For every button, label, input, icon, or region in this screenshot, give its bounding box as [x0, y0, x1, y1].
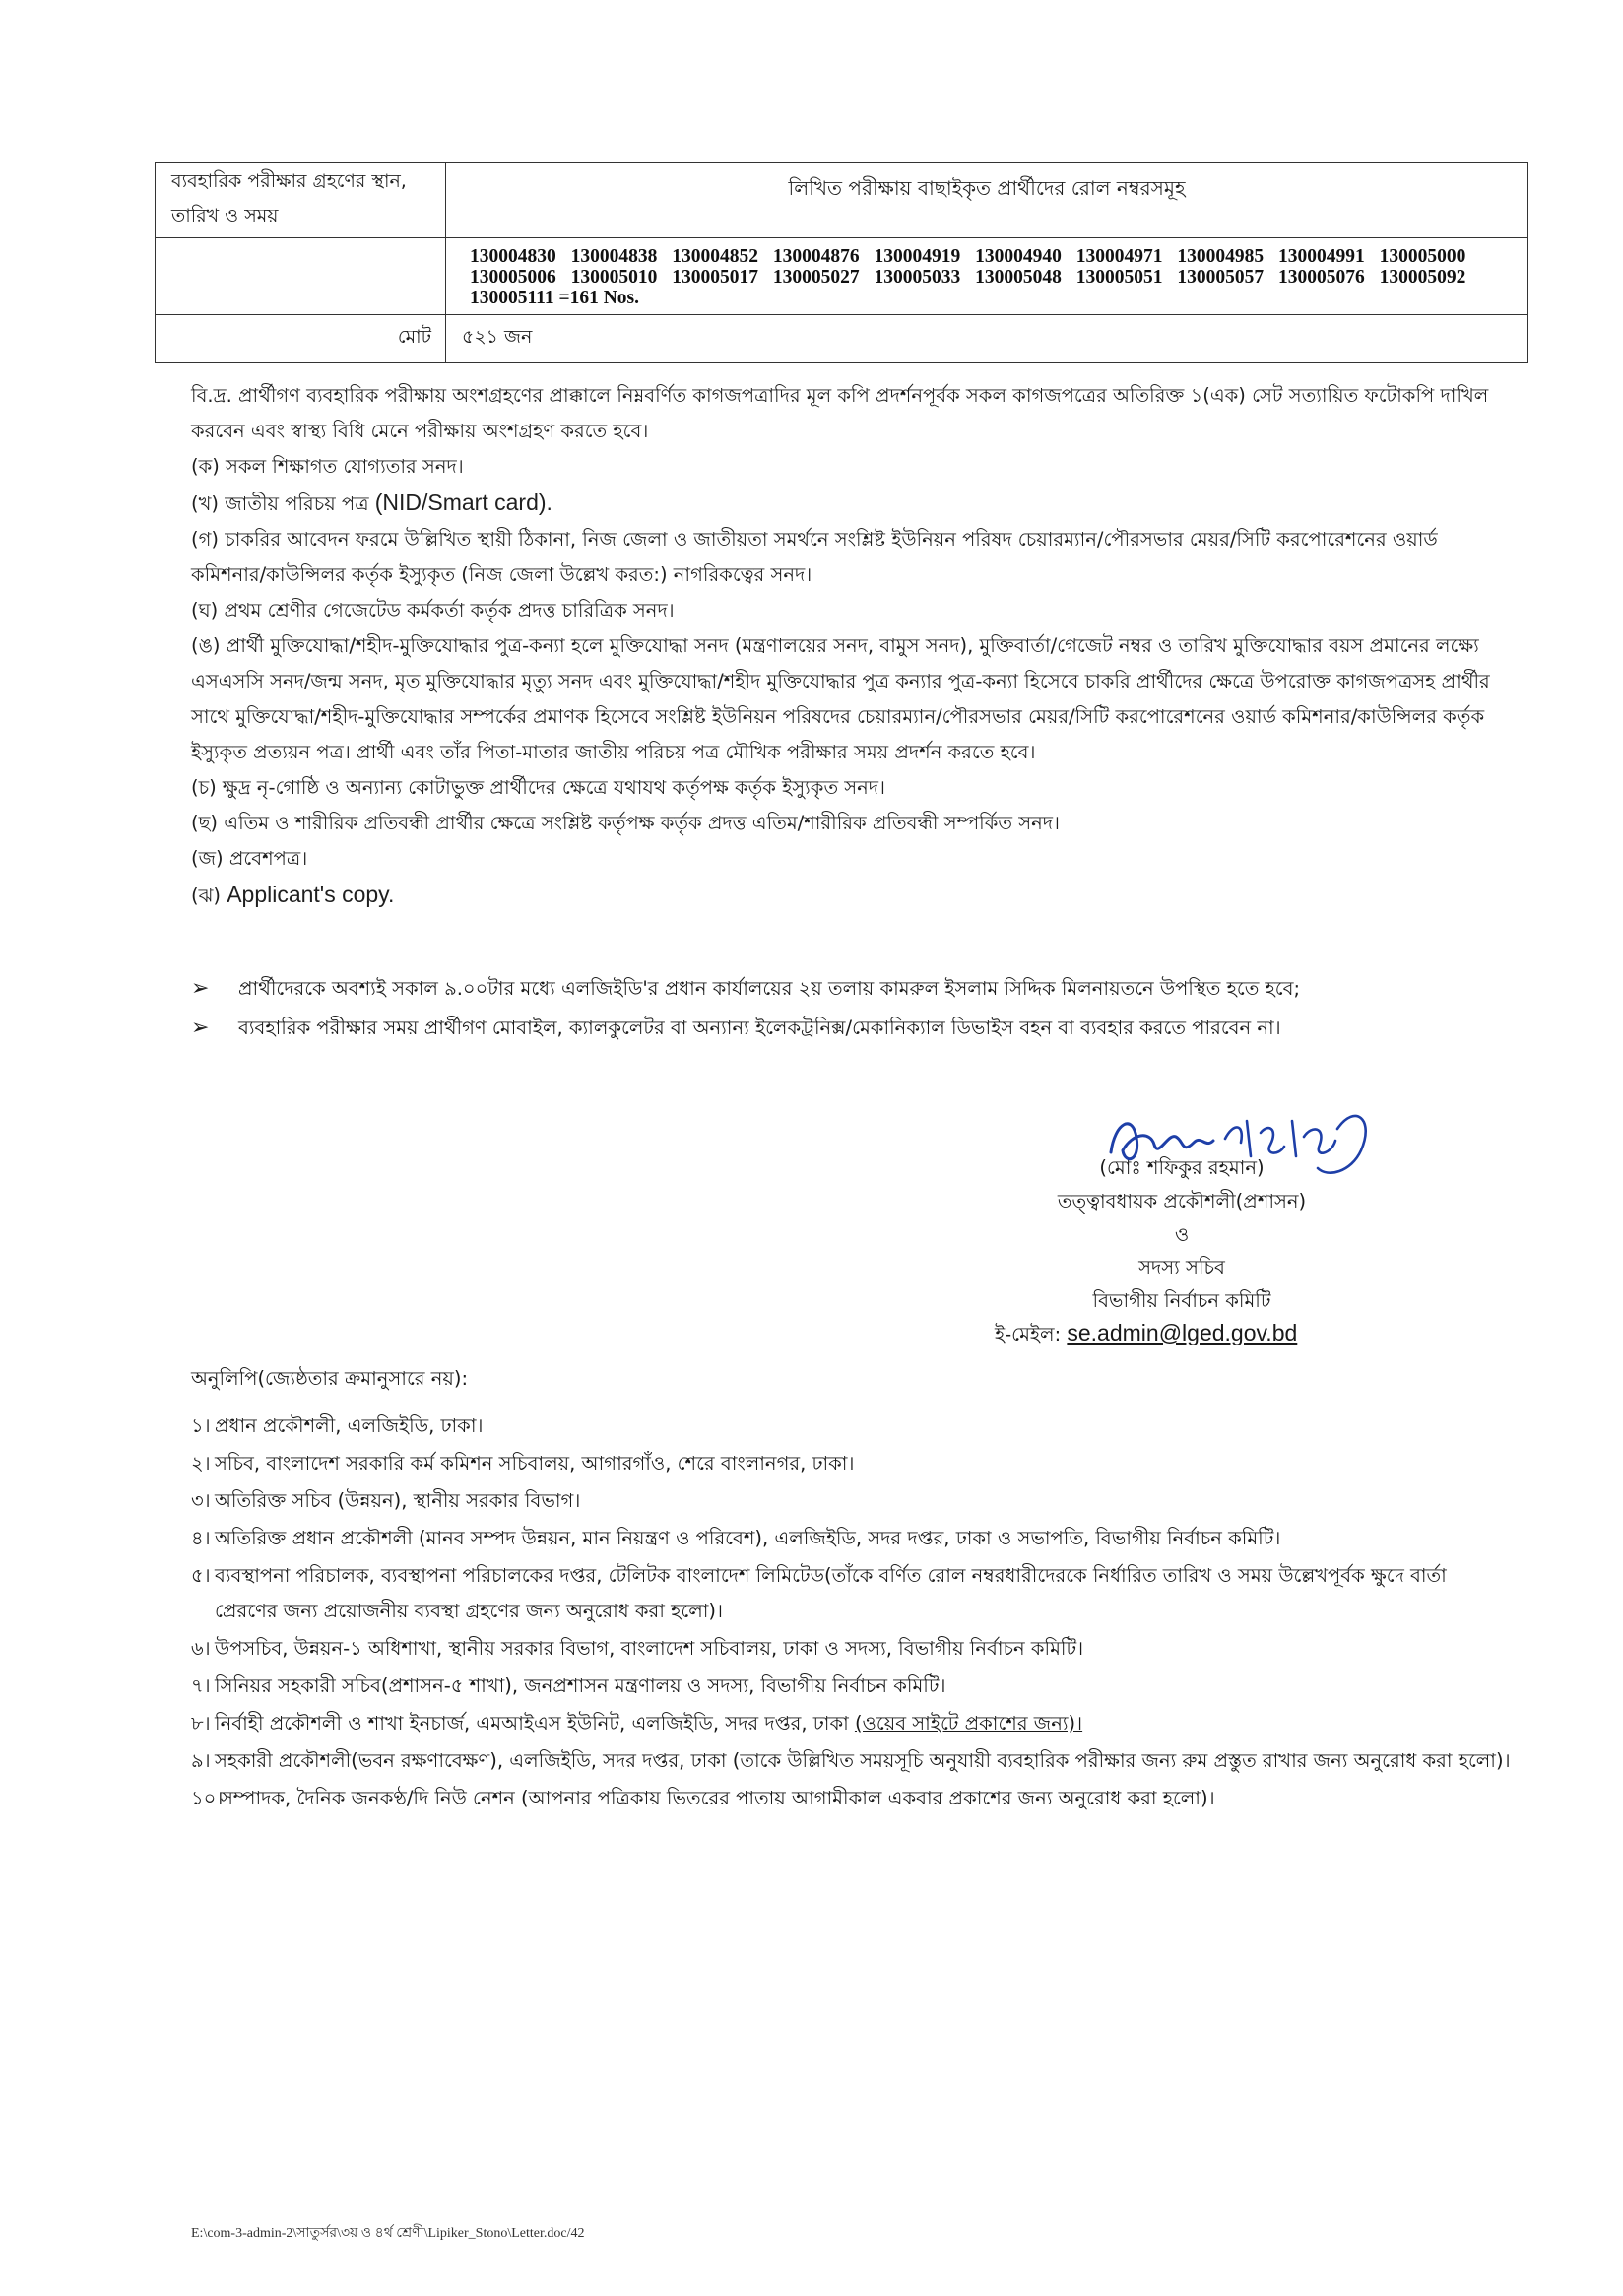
roll-number: 130004876 — [772, 246, 860, 267]
copy-item — [191, 1558, 1511, 1629]
roll-number: 130004985 — [1177, 246, 1265, 267]
note-item-kh-latin: (NID/Smart card). — [374, 490, 552, 515]
copy-item-number: ৪। — [191, 1527, 211, 1549]
copy-item-number: ৯। — [191, 1749, 211, 1772]
copy-item — [191, 1631, 1511, 1667]
bullet-item — [191, 1009, 1530, 1048]
venue-cell-empty — [156, 238, 446, 315]
copy-item — [191, 1409, 1511, 1444]
note-item-j: (জ) প্রবেশপত্র। — [191, 847, 308, 870]
roll-list — [470, 246, 1475, 288]
roll-numbers-cell — [446, 238, 1528, 315]
email-line — [995, 1320, 1297, 1352]
email-link[interactable]: se.admin@lged.gov.bd — [1067, 1320, 1298, 1345]
copies-heading: অনুলিপি(জ্যেষ্ঠতার ক্রমানুসারে নয়): — [191, 1367, 469, 1390]
copy-item-text: উপসচিব, উন্নয়ন-১ অধিশাখা, স্থানীয় সরকার বিভাগ, বাংলাদেশ সচিবালয়, ঢাকা ও সদস্য, বিভাগীয় নির্বাচন কমিটি। — [215, 1637, 1084, 1660]
header-roll-numbers: লিখিত পরীক্ষায় বাছাইকৃত প্রার্থীদের রোল নম্বরসমূহ — [446, 163, 1528, 238]
roll-number: 130004838 — [570, 246, 658, 267]
note-item-jh — [191, 877, 1511, 914]
roll-number: 130004940 — [975, 246, 1062, 267]
arrow-bullet-icon: ➢ — [191, 1016, 210, 1040]
note-item-ng: (ঙ) প্রার্থী মুক্তিযোদ্ধা/শহীদ-মুক্তিযোদ্ধার পুত্র-কন্যা হলে মুক্তিযোদ্ধা সনদ (মন্ত্রণালয়ের সনদ, বামুস সনদ), মুক্তিবার্তা/গেজেট নম্বর ও তারিখ মুক্তিযোদ্ধার বয়স প্রমানের লক্ষ্যে এসএসসি সনদ/জন্ম সনদ, মৃত মুক্তিযোদ্ধার মৃত্যু সনদ এবং মুক্তিযোদ্ধা/শহীদ মুক্তিযোদ্ধার পুত্র কন্যার পুত্র-কন্যা হিসেবে চাকরি প্রার্থীদের ক্ষেত্রে উপরোক্ত কাগজপত্রসহ প্রার্থীর সাথে মুক্তিযোদ্ধা/শহীদ-মুক্তিযোদ্ধার সম্পর্কের প্রমাণক হিসেবে সংশ্লিষ্ট ইউনিয়ন পরিষদের চেয়ারম্যান/পৌরসভার মেয়র/সিটি করপোরেশনের ওয়ার্ড কমিশনার/কাউন্সিলর কর্তৃক ইস্যুকৃত প্রত্যয়ন পত্র। প্রার্থী এবং তাঁর পিতা-মাতার জাতীয় পরিচয় পত্র মৌখিক পরীক্ষার সময় প্রদর্শন করতে হবে। — [191, 634, 1490, 763]
copies-list — [191, 1409, 1511, 1818]
roll-number: 130005017 — [672, 267, 758, 288]
copy-item-number: ২। — [191, 1452, 211, 1475]
copy-item — [191, 1446, 1511, 1481]
copy-item-website-note: (ওয়েব সাইটে প্রকাশের জন্য)। — [854, 1712, 1083, 1735]
roll-number: 130004852 — [672, 246, 758, 267]
roll-number: 130005092 — [1379, 267, 1466, 288]
signatory-role: সদস্য সচিব — [1138, 1256, 1225, 1279]
roll-number: 130005010 — [570, 267, 658, 288]
copy-item-number: ৩। — [191, 1489, 211, 1512]
table-total-row — [156, 315, 1528, 363]
copy-item — [191, 1781, 1511, 1816]
copy-item-text: অতিরিক্ত সচিব (উন্নয়ন), স্থানীয় সরকার বিভাগ। — [215, 1489, 581, 1512]
roll-number: 130004971 — [1075, 246, 1163, 267]
note-item-g: (গ) চাকরির আবেদন ফরমে উল্লিখিত স্থায়ী ঠিকানা, নিজ জেলা ও জাতীয়তা সমর্থনে সংশ্লিষ্ট ইউনিয়ন পরিষদ চেয়ারম্যান/পৌরসভার মেয়র/সিটি করপোরেশনের ওয়ার্ড কমিশনার/কাউন্সিলর কর্তৃক ইস্যুকৃত (নিজ জেলা উল্লেখ করত:) নাগরিকত্বের সনদ। — [191, 528, 1438, 586]
roll-number: 130005048 — [975, 267, 1062, 288]
copy-item — [191, 1743, 1511, 1779]
copy-item-text: অতিরিক্ত প্রধান প্রকৌশলী (মানব সম্পদ উন্নয়ন, মান নিয়ন্ত্রণ ও পরিবেশ), এলজিইডি, সদর দপ্তর, ঢাকা ও সভাপতি, বিভাগীয় নির্বাচন কমিটি। — [215, 1527, 1281, 1549]
signatory-and: ও — [1174, 1223, 1190, 1246]
roll-number: 130004991 — [1278, 246, 1365, 267]
total-label: মোট — [156, 315, 446, 363]
note-item-kh-text: (খ) জাতীয় পরিচয় পত্র — [191, 492, 375, 515]
copy-item — [191, 1483, 1511, 1519]
note-item-kh — [191, 485, 1511, 522]
signatory-committee: বিভাগীয় নির্বাচন কমিটি — [1092, 1289, 1271, 1312]
copy-item-text: সম্পাদক, দৈনিক জনকণ্ঠ/দি নিউ নেশন (আপনার পত্রিকায় ভিতরের পাতায় আগামীকাল একবার প্রকাশের জন্য অনুরোধ করা হলো)। — [221, 1787, 1215, 1809]
copy-item-text: সহকারী প্রকৌশলী(ভবন রক্ষণাবেক্ষণ), এলজিইডি, সদর দপ্তর, ঢাকা (তাকে উল্লিখিত সময়সূচি অনুযায়ী ব্যবহারিক পরীক্ষার জন্য রুম প্রস্তুত রাখার জন্য অনুরোধ করা হলো)। — [215, 1749, 1511, 1772]
signatory-title: তত্ত্বাবধায়ক প্রকৌশলী(প্রশাসন) — [1057, 1190, 1307, 1213]
note-item-jh-text: (ঝ) — [191, 885, 227, 907]
note-item-jh-latin: Applicant's copy. — [227, 882, 395, 907]
copy-item — [191, 1669, 1511, 1704]
copy-item — [191, 1521, 1511, 1556]
roll-number: 130005051 — [1075, 267, 1163, 288]
roll-number: 130005057 — [1177, 267, 1265, 288]
note-item-gh: (ঘ) প্রথম শ্রেণীর গেজেটেড কর্মকর্তা কর্তৃক প্রদত্ত চারিত্রিক সনদ। — [191, 599, 675, 622]
email-label: ই-মেইল: — [995, 1323, 1068, 1345]
copy-item-number: ৭। — [191, 1674, 211, 1697]
copy-item-number: ১০। — [191, 1787, 224, 1809]
arrow-bullet-icon: ➢ — [191, 976, 210, 1001]
roll-number: 130004919 — [874, 246, 961, 267]
bullet-text: ব্যবহারিক পরীক্ষার সময় প্রার্থীগণ মোবাইল, ক্যালকুলেটর বা অন্যান্য ইলেকট্রনিক্স/মেকানিক্যাল ডিভাইস বহন বা ব্যবহার করতে পারবেন না। — [238, 1017, 1281, 1039]
copy-item-text: ব্যবস্থাপনা পরিচালক, ব্যবস্থাপনা পরিচালকের দপ্তর, টেলিটক বাংলাদেশ লিমিটেড(তাঁকে বর্ণিত রোল নম্বরধারীদেরকে নির্ধারিত তারিখ ও সময় উল্লেখপূর্বক ক্ষুদে বার্তা প্রেরণের জন্য প্রয়োজনীয় ব্যবস্থা গ্রহণের জন্য অনুরোধ করা হলো)। — [215, 1564, 1447, 1622]
copy-item-number: ৬। — [191, 1637, 211, 1660]
instruction-bullets — [191, 969, 1530, 1048]
note-item-ch: (চ) ক্ষুদ্র নৃ-গোষ্ঠি ও অন্যান্য কোটাভুক্ত প্রার্থীদের ক্ষেত্রে যথাযথ কর্তৃপক্ষ কর্তৃক ইস্যুকৃত সনদ। — [191, 776, 886, 799]
bullet-text: প্রার্থীদেরকে অবশ্যই সকাল ৯.০০টার মধ্যে এলজিইডি'র প্রধান কার্যালয়ের ২য় তলায় কামরুল ইসলাম সিদ্দিক মিলনায়তনে উপস্থিত হতে হবে; — [238, 977, 1301, 1000]
roll-number: 130005076 — [1278, 267, 1365, 288]
roll-last-total: 130005111 =161 Nos. — [470, 288, 640, 308]
note-item-k: (ক) সকল শিক্ষাগত যোগ্যতার সনদ। — [191, 455, 464, 478]
roll-number: 130005033 — [874, 267, 961, 288]
header-venue-date-time: ব্যবহারিক পরীক্ষার গ্রহণের স্থান, তারিখ ও সময় — [156, 163, 446, 238]
copy-item-number: ৫। — [191, 1564, 211, 1587]
copy-item — [191, 1706, 1511, 1741]
file-path-footer: E:\com-3-admin-2\সাতুর্সর\৩য় ও ৪র্থ শ্রেণী\Lipiker_Stono\Letter.doc/42 — [191, 2226, 585, 2241]
bullet-item — [191, 969, 1530, 1009]
copy-item-number: ১। — [191, 1414, 211, 1437]
copy-item-text: নির্বাহী প্রকৌশলী ও শাখা ইনচার্জ, এমআইএস ইউনিট, এলজিইডি, সদর দপ্তর, ঢাকা — [215, 1712, 855, 1735]
roll-number: 130005027 — [772, 267, 860, 288]
roll-number-table — [155, 162, 1528, 363]
table-roll-row — [156, 238, 1528, 315]
roll-number: 130005006 — [470, 267, 556, 288]
table-header-row — [156, 163, 1528, 238]
copy-item-text: প্রধান প্রকৌশলী, এলজিইডি, ঢাকা। — [215, 1414, 484, 1437]
copy-item-number: ৮। — [191, 1712, 211, 1735]
note-item-chh: (ছ) এতিম ও শারীরিক প্রতিবন্ধী প্রার্থীর ক্ষেত্রে সংশ্লিষ্ট কর্তৃপক্ষ কর্তৃক প্রদত্ত এতিম/শারীরিক প্রতিবন্ধী সম্পর্কিত সনদ। — [191, 812, 1060, 834]
copy-item-text: সিনিয়র সহকারী সচিব(প্রশাসন-৫ শাখা), জনপ্রশাসন মন্ত্রণালয় ও সদস্য, বিভাগীয় নির্বাচন কমিটি। — [215, 1674, 946, 1697]
roll-number: 130004830 — [470, 246, 556, 267]
note-intro: বি.দ্র. প্রার্থীগণ ব্যবহারিক পরীক্ষায় অংশগ্রহণের প্রাক্কালে নিম্নবর্ণিত কাগজপত্রাদির মূল কপি প্রদর্শনপূর্বক সকল কাগজপত্রের অতিরিক্ত ১(এক) সেট সত্যায়িত ফটোকপি দাখিল করবেন এবং স্বাস্থ্য বিধি মেনে পরীক্ষায় অংশগ্রহণ করতে হবে। — [191, 384, 1489, 442]
roll-number: 130005000 — [1379, 246, 1466, 267]
signatory-name: (মোঃ শফিকুর রহমান) — [1099, 1156, 1265, 1179]
total-value: ৫২১ জন — [446, 315, 1528, 363]
notes-block — [191, 378, 1511, 914]
copy-item-text: সচিব, বাংলাদেশ সরকারি কর্ম কমিশন সচিবালয়, আগারগাঁও, শেরে বাংলানগর, ঢাকা। — [215, 1452, 855, 1475]
